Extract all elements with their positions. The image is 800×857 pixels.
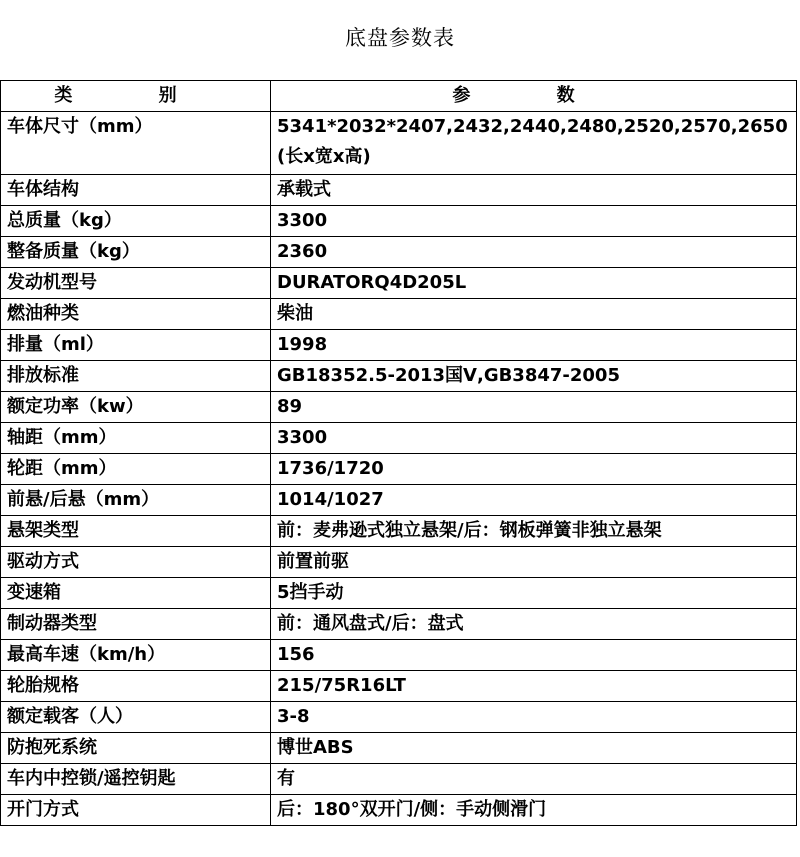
row-value: 3-8 (271, 702, 797, 733)
row-value: 3300 (271, 206, 797, 237)
row-label: 车体尺寸（mm） (1, 112, 271, 175)
row-label: 最高车速（km/h） (1, 640, 271, 671)
table-row (1, 206, 797, 237)
row-label: 燃油种类 (1, 299, 271, 330)
row-label: 排放标准 (1, 361, 271, 392)
table-row (1, 578, 797, 609)
row-value: 柴油 (271, 299, 797, 330)
table-row (1, 795, 797, 826)
row-label: 排量（ml） (1, 330, 271, 361)
table-header-row (1, 81, 797, 112)
table-row (1, 764, 797, 795)
table-row (1, 112, 797, 175)
spec-table (0, 80, 797, 826)
table-row (1, 702, 797, 733)
row-label: 整备质量（kg） (1, 237, 271, 268)
row-value: 博世ABS (271, 733, 797, 764)
row-label: 防抱死系统 (1, 733, 271, 764)
table-row (1, 485, 797, 516)
table-row (1, 516, 797, 547)
page-title: 底盘参数表 (345, 26, 455, 50)
table-row (1, 423, 797, 454)
row-label: 轴距（mm） (1, 423, 271, 454)
row-value: GB18352.5-2013国Ⅴ,GB3847-2005 (271, 361, 797, 392)
table-row (1, 671, 797, 702)
table-row (1, 609, 797, 640)
column-header-parameter: 参 数 (271, 81, 797, 112)
row-value: 3300 (271, 423, 797, 454)
table-row (1, 299, 797, 330)
row-label: 总质量（kg） (1, 206, 271, 237)
table-row (1, 640, 797, 671)
row-value: 1014/1027 (271, 485, 797, 516)
table-row (1, 175, 797, 206)
row-value: 1998 (271, 330, 797, 361)
row-value: 5挡手动 (271, 578, 797, 609)
spec-table-body (1, 112, 797, 826)
table-row (1, 454, 797, 485)
table-row (1, 330, 797, 361)
row-label: 前悬/后悬（mm） (1, 485, 271, 516)
row-label: 轮距（mm） (1, 454, 271, 485)
row-value: DURATORQ4D205L (271, 268, 797, 299)
row-label: 轮胎规格 (1, 671, 271, 702)
row-label: 车内中控锁/遥控钥匙 (1, 764, 271, 795)
row-value: 后：180°双开门/侧：手动侧滑门 (271, 795, 797, 826)
row-value: 5341*2032*2407,2432,2440,2480,2520,2570,2650(长x宽x高) (271, 112, 797, 175)
row-value: 156 (271, 640, 797, 671)
row-label: 驱动方式 (1, 547, 271, 578)
row-value: 承载式 (271, 175, 797, 206)
column-header-category: 类 别 (1, 81, 271, 112)
table-row (1, 361, 797, 392)
row-value: 89 (271, 392, 797, 423)
row-label: 发动机型号 (1, 268, 271, 299)
row-value: 215/75R16LT (271, 671, 797, 702)
row-value: 前：通风盘式/后：盘式 (271, 609, 797, 640)
row-label: 悬架类型 (1, 516, 271, 547)
row-value: 前：麦弗逊式独立悬架/后：钢板弹簧非独立悬架 (271, 516, 797, 547)
row-value: 前置前驱 (271, 547, 797, 578)
table-row (1, 392, 797, 423)
row-value: 2360 (271, 237, 797, 268)
row-value: 1736/1720 (271, 454, 797, 485)
row-label: 开门方式 (1, 795, 271, 826)
row-label: 制动器类型 (1, 609, 271, 640)
table-row (1, 547, 797, 578)
table-row (1, 237, 797, 268)
row-value: 有 (271, 764, 797, 795)
row-label: 额定功率（kw） (1, 392, 271, 423)
row-label: 变速箱 (1, 578, 271, 609)
table-row (1, 733, 797, 764)
table-row (1, 268, 797, 299)
row-label: 额定载客（人） (1, 702, 271, 733)
row-label: 车体结构 (1, 175, 271, 206)
